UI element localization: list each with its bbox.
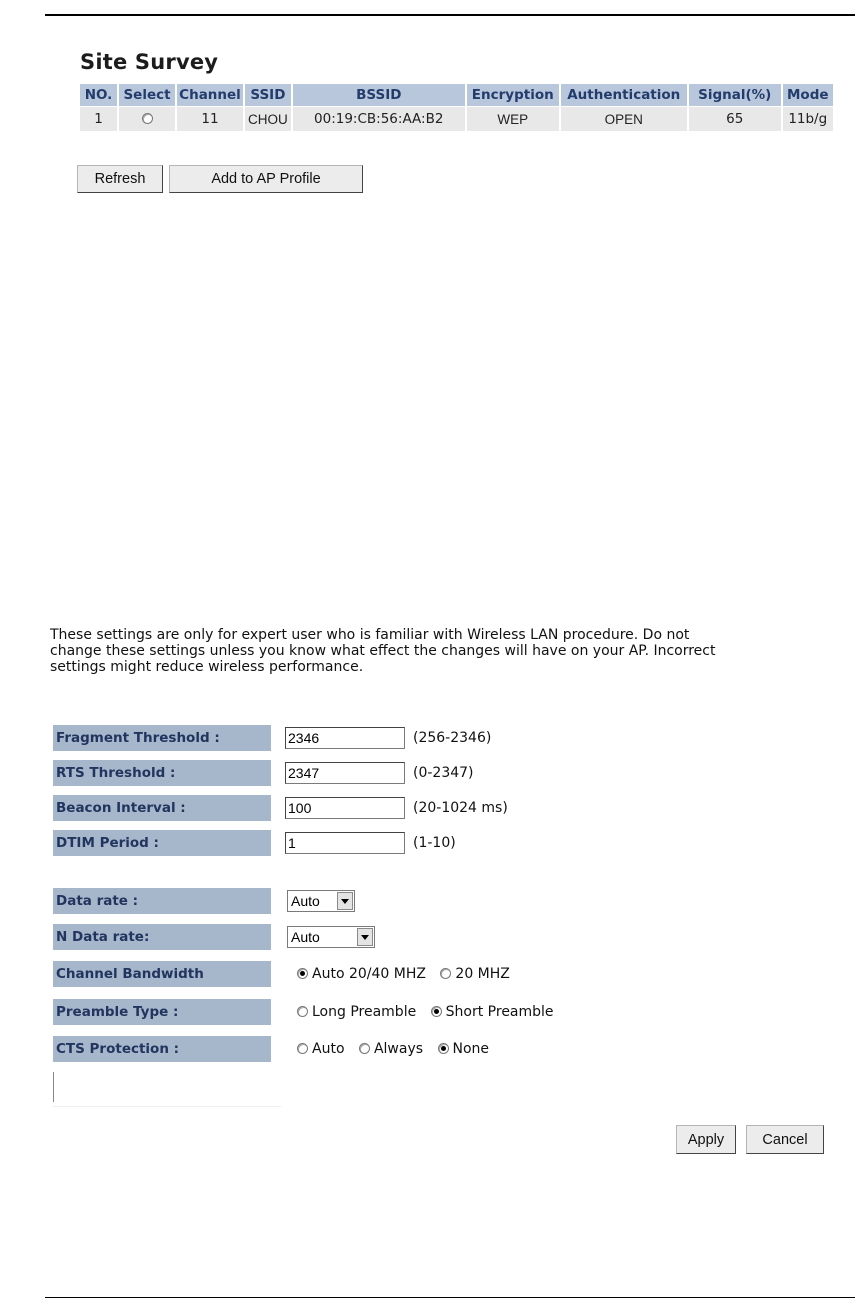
fragment-threshold-hint: (256-2346)	[413, 730, 492, 746]
table-header-row	[80, 84, 833, 106]
option-label: Long Preamble	[312, 1004, 417, 1020]
col-header-signal: Signal(%)	[689, 84, 781, 106]
col-header-channel: Channel	[177, 84, 243, 106]
option-label: Auto	[312, 1041, 345, 1057]
preamble-option-long[interactable]	[297, 1004, 416, 1020]
chevron-down-icon[interactable]	[337, 892, 353, 910]
cell-select	[119, 107, 175, 131]
site-survey-table	[78, 83, 835, 132]
cts-protection-options	[297, 1041, 499, 1057]
col-header-authentication: Authentication	[561, 84, 687, 106]
intro-line: settings might reduce wireless performance.	[50, 659, 364, 675]
n-data-rate-select[interactable]	[287, 926, 375, 948]
data-rate-label: Data rate :	[53, 888, 271, 914]
site-survey-title: Site Survey	[80, 50, 219, 74]
cell-channel: 11	[177, 107, 243, 131]
divider	[53, 1106, 281, 1107]
option-label: Auto 20/40 MHZ	[312, 966, 426, 982]
fragment-threshold-input[interactable]: 2346	[285, 727, 405, 749]
rts-threshold-label: RTS Threshold :	[53, 760, 271, 786]
add-to-ap-profile-button[interactable]: Add to AP Profile	[169, 165, 363, 193]
refresh-button[interactable]: Refresh	[77, 165, 163, 193]
data-rate-select[interactable]	[287, 890, 355, 912]
data-rate-value: Auto	[291, 893, 320, 909]
radio-icon[interactable]	[297, 1043, 308, 1054]
cts-option-always[interactable]	[359, 1041, 423, 1057]
radio-selected-icon[interactable]	[431, 1006, 442, 1017]
preamble-type-options	[297, 1004, 564, 1020]
col-header-no: NO.	[80, 84, 117, 106]
fragment-threshold-label: Fragment Threshold :	[53, 725, 271, 751]
cell-encryption: WEP	[467, 107, 559, 131]
beacon-interval-label: Beacon Interval :	[53, 795, 271, 821]
dtim-period-input[interactable]: 1	[285, 832, 405, 854]
rts-threshold-hint: (0-2347)	[413, 765, 474, 781]
col-header-ssid: SSID	[245, 84, 291, 106]
option-label: Short Preamble	[445, 1004, 554, 1020]
col-header-encryption: Encryption	[467, 84, 559, 106]
channel-bandwidth-label: Channel Bandwidth	[53, 961, 271, 987]
cell-signal: 65	[689, 107, 781, 131]
intro-line: These settings are only for expert user who is familiar with Wireless LAN procedure. Do not	[50, 627, 690, 643]
apply-button[interactable]: Apply	[676, 1125, 736, 1154]
n-data-rate-value: Auto	[291, 929, 320, 945]
divider	[53, 1072, 54, 1102]
option-label: None	[452, 1041, 490, 1057]
cell-mode: 11b/g	[783, 107, 833, 131]
cell-bssid: 00:19:CB:56:AA:B2	[293, 107, 465, 131]
col-header-mode: Mode	[783, 84, 833, 106]
radio-icon[interactable]	[440, 968, 451, 979]
preamble-option-short[interactable]	[431, 1004, 554, 1020]
rts-threshold-input[interactable]: 2347	[285, 762, 405, 784]
cts-option-none[interactable]	[438, 1041, 490, 1057]
select-radio[interactable]	[142, 113, 153, 124]
cts-option-auto[interactable]	[297, 1041, 345, 1057]
cell-ssid: CHOU	[245, 107, 291, 131]
radio-selected-icon[interactable]	[438, 1043, 449, 1054]
bandwidth-option-auto[interactable]	[297, 966, 426, 982]
bandwidth-option-20[interactable]	[440, 966, 509, 982]
option-label: 20 MHZ	[455, 966, 510, 982]
col-header-bssid: BSSID	[293, 84, 465, 106]
dtim-period-label: DTIM Period :	[53, 830, 271, 856]
advanced-intro-text	[50, 627, 850, 675]
preamble-type-label: Preamble Type :	[53, 999, 271, 1025]
beacon-interval-hint: (20-1024 ms)	[413, 800, 508, 816]
col-header-select: Select	[119, 84, 175, 106]
dtim-period-hint: (1-10)	[413, 835, 456, 851]
bottom-rule	[45, 1297, 855, 1298]
intro-line: change these settings unless you know what effect the changes will have on your AP. Incorrect	[50, 643, 716, 659]
cell-authentication: OPEN	[561, 107, 687, 131]
channel-bandwidth-options	[297, 966, 520, 982]
cts-protection-label: CTS Protection :	[53, 1036, 271, 1062]
option-label: Always	[373, 1041, 424, 1057]
radio-selected-icon[interactable]	[297, 968, 308, 979]
radio-icon[interactable]	[359, 1043, 370, 1054]
cancel-button[interactable]: Cancel	[746, 1125, 824, 1154]
table-row	[80, 107, 833, 131]
beacon-interval-input[interactable]: 100	[285, 797, 405, 819]
radio-icon[interactable]	[297, 1006, 308, 1017]
top-rule	[45, 14, 855, 16]
chevron-down-icon[interactable]	[357, 928, 373, 946]
cell-no: 1	[80, 107, 117, 131]
n-data-rate-label: N Data rate:	[53, 924, 271, 950]
